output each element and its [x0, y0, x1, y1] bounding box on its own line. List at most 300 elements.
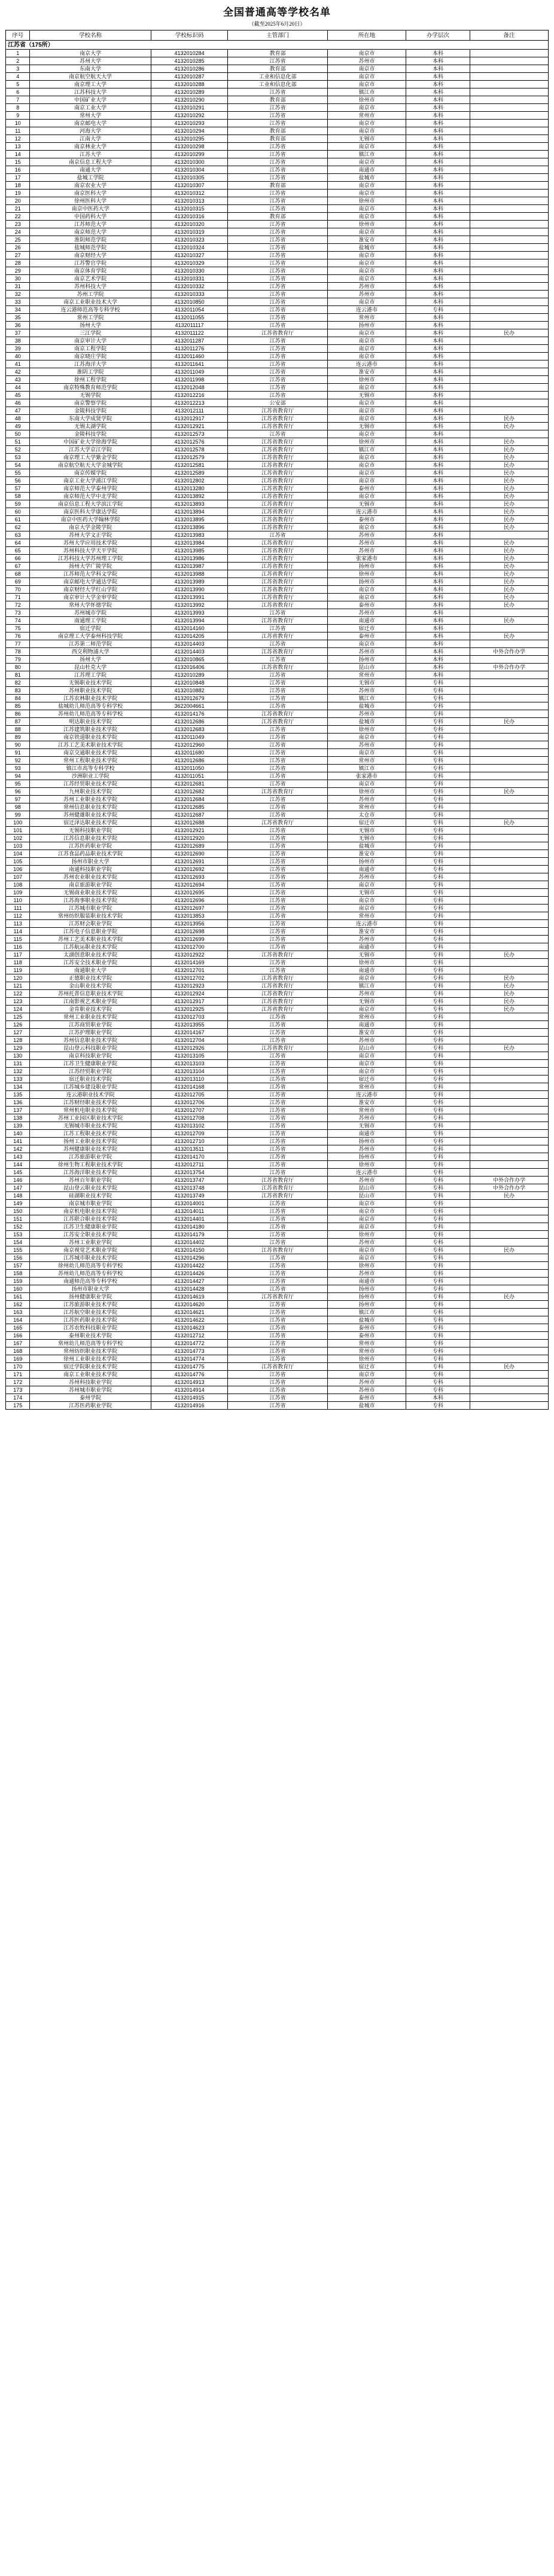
row-school-name: 扬州大学 [30, 322, 151, 329]
row-school-name: 苏州科技大学 [30, 283, 151, 291]
row-department: 江苏省教育厅 [228, 485, 328, 493]
row-department: 江苏省 [228, 772, 328, 780]
row-school-code: 4132011998 [151, 376, 228, 384]
row-remark [470, 298, 549, 306]
row-location: 苏州市 [327, 741, 406, 749]
row-school-name: 江苏大学京江学院 [30, 446, 151, 454]
row-school-code: 4132014422 [151, 1262, 228, 1270]
row-level: 专科 [406, 1262, 470, 1270]
row-remark [470, 1262, 549, 1270]
row-school-name: 盐城师范学院 [30, 244, 151, 252]
row-department: 江苏省 [228, 1402, 328, 1410]
row-no: 169 [6, 1355, 30, 1363]
row-level: 专科 [406, 718, 470, 726]
row-level: 专科 [406, 1153, 470, 1161]
row-department: 江苏省 [228, 959, 328, 967]
row-department: 江苏省 [228, 695, 328, 702]
row-no: 140 [6, 1130, 30, 1138]
row-school-name: 昆山登云科技职业学院 [30, 1044, 151, 1052]
row-no: 51 [6, 438, 30, 446]
row-school-code: 4132014205 [151, 632, 228, 640]
row-level: 专科 [406, 967, 470, 974]
row-no: 168 [6, 1347, 30, 1355]
row-school-code: 4132012682 [151, 788, 228, 796]
row-level: 本科 [406, 96, 470, 104]
row-department: 江苏省 [228, 741, 328, 749]
row-remark: 民办 [470, 547, 549, 555]
row-remark: 民办 [470, 423, 549, 430]
row-no: 141 [6, 1138, 30, 1145]
row-location: 泰州市 [327, 485, 406, 493]
row-no: 116 [6, 943, 30, 951]
row-school-name: 苏州大学应用技术学院 [30, 539, 151, 547]
row-no: 122 [6, 990, 30, 998]
row-location: 镇江市 [327, 1309, 406, 1316]
row-school-name: 南京审计大学 [30, 337, 151, 345]
row-no: 24 [6, 228, 30, 236]
row-school-code: 4132014620 [151, 1301, 228, 1309]
row-school-name: 扬州大学 [30, 656, 151, 664]
row-school-code: 4132014776 [151, 1371, 228, 1379]
row-location: 无锡市 [327, 951, 406, 959]
row-level: 专科 [406, 1161, 470, 1169]
row-location: 南通市 [327, 967, 406, 974]
row-remark [470, 702, 549, 710]
row-department: 江苏省 [228, 1153, 328, 1161]
row-department: 江苏省 [228, 702, 328, 710]
table-row [6, 726, 549, 734]
row-department: 江苏省 [228, 1324, 328, 1332]
table-row [6, 322, 549, 329]
row-school-name: 南京理工大学 [30, 81, 151, 88]
row-school-code: 4132012686 [151, 757, 228, 765]
row-department: 江苏省教育厅 [228, 982, 328, 990]
row-department: 江苏省教育厅 [228, 990, 328, 998]
row-school-name: 苏州幼儿师范高等专科学校 [30, 710, 151, 718]
row-department: 江苏省教育厅 [228, 819, 328, 827]
row-location: 常州市 [327, 912, 406, 920]
row-school-code: 4132014621 [151, 1309, 228, 1316]
row-no: 42 [6, 368, 30, 376]
row-school-name: 江苏海洋职业技术学院 [30, 1169, 151, 1177]
row-location: 扬州市 [327, 1301, 406, 1309]
row-no: 86 [6, 710, 30, 718]
row-remark [470, 656, 549, 664]
table-row [6, 166, 549, 174]
row-remark [470, 1122, 549, 1130]
row-department: 江苏省教育厅 [228, 516, 328, 524]
row-location: 张家港市 [327, 772, 406, 780]
table-row [6, 578, 549, 586]
row-level: 本科 [406, 345, 470, 353]
row-no: 80 [6, 664, 30, 671]
row-school-name: 南京师范大学 [30, 228, 151, 236]
row-level: 本科 [406, 570, 470, 578]
row-location: 南京市 [327, 1006, 406, 1013]
row-level: 专科 [406, 1052, 470, 1060]
row-school-name: 苏州工业园区职业技术学院 [30, 1114, 151, 1122]
row-location: 太仓市 [327, 811, 406, 819]
row-remark: 民办 [470, 617, 549, 625]
row-school-code: 4132010332 [151, 283, 228, 291]
row-remark [470, 228, 549, 236]
row-location: 苏州市 [327, 1037, 406, 1044]
row-remark [470, 65, 549, 73]
row-location: 南京市 [327, 881, 406, 889]
row-school-name: 江南影视艺术职业学院 [30, 998, 151, 1006]
row-department: 江苏省教育厅 [228, 493, 328, 500]
row-no: 40 [6, 353, 30, 360]
row-no: 98 [6, 803, 30, 811]
row-location: 南京市 [327, 228, 406, 236]
row-remark [470, 259, 549, 267]
table-row [6, 765, 549, 772]
row-department: 工业和信息化部 [228, 81, 328, 88]
row-remark: 民办 [470, 788, 549, 796]
row-school-code: 4132010294 [151, 127, 228, 135]
row-school-code: 4132010289 [151, 671, 228, 679]
row-location: 扬州市 [327, 656, 406, 664]
table-row [6, 112, 549, 120]
row-school-code: 4132014428 [151, 1285, 228, 1293]
row-school-name: 江苏科技大学 [30, 88, 151, 96]
row-location: 连云港市 [327, 1091, 406, 1099]
row-level: 本科 [406, 221, 470, 228]
row-level: 专科 [406, 1184, 470, 1192]
row-location: 徐州市 [327, 570, 406, 578]
row-remark: 民办 [470, 469, 549, 477]
row-level: 本科 [406, 166, 470, 174]
table-row [6, 516, 549, 524]
row-no: 1 [6, 50, 30, 57]
row-remark [470, 1052, 549, 1060]
row-school-name: 九州职业技术学院 [30, 788, 151, 796]
table-row [6, 485, 549, 493]
row-location: 苏州市 [327, 539, 406, 547]
row-no: 48 [6, 415, 30, 423]
row-school-name: 江苏师范大学 [30, 221, 151, 228]
table-row [6, 594, 549, 601]
row-department: 江苏省 [228, 259, 328, 267]
row-no: 145 [6, 1169, 30, 1177]
row-school-code: 4132012702 [151, 974, 228, 982]
row-no: 125 [6, 1013, 30, 1021]
row-level: 本科 [406, 477, 470, 485]
row-department: 江苏省教育厅 [228, 508, 328, 516]
table-row [6, 671, 549, 679]
row-school-code: 4132011050 [151, 765, 228, 772]
row-school-name: 南通师范高等专科学校 [30, 1278, 151, 1285]
row-location: 苏州市 [327, 1177, 406, 1184]
row-department: 江苏省 [228, 1161, 328, 1169]
row-school-code: 4132012687 [151, 811, 228, 819]
row-department: 江苏省 [228, 850, 328, 858]
row-department: 江苏省 [228, 345, 328, 353]
row-department: 江苏省 [228, 291, 328, 298]
table-row [6, 1208, 549, 1215]
row-school-code: 4132014160 [151, 625, 228, 632]
row-school-name: 无锡太湖学院 [30, 423, 151, 430]
row-location: 南京市 [327, 1052, 406, 1060]
table-row [6, 531, 549, 539]
row-department: 江苏省教育厅 [228, 974, 328, 982]
row-remark [470, 384, 549, 392]
row-school-code: 4132012688 [151, 819, 228, 827]
row-level: 专科 [406, 1068, 470, 1075]
row-location: 无锡市 [327, 889, 406, 897]
row-location: 连云港市 [327, 508, 406, 516]
row-department: 江苏省教育厅 [228, 563, 328, 570]
row-location: 南通市 [327, 166, 406, 174]
row-no: 113 [6, 920, 30, 928]
row-school-code: 4132012709 [151, 1130, 228, 1138]
row-level: 本科 [406, 555, 470, 563]
row-location: 扬州市 [327, 322, 406, 329]
row-remark [470, 1200, 549, 1208]
row-remark: 民办 [470, 508, 549, 516]
row-school-name: 常州纺织服装职业技术学院 [30, 912, 151, 920]
table-row [6, 462, 549, 469]
row-location: 无锡市 [327, 998, 406, 1006]
row-remark [470, 1285, 549, 1293]
row-school-name: 南京理工大学紫金学院 [30, 454, 151, 462]
row-department: 江苏省 [228, 1239, 328, 1246]
row-department: 江苏省教育厅 [228, 446, 328, 454]
row-department: 江苏省 [228, 1075, 328, 1083]
row-no: 175 [6, 1402, 30, 1410]
row-no: 35 [6, 314, 30, 322]
row-no: 123 [6, 998, 30, 1006]
row-school-code: 4132014623 [151, 1324, 228, 1332]
row-school-name: 江苏财经职业技术学院 [30, 1099, 151, 1107]
row-remark [470, 120, 549, 127]
row-remark [470, 734, 549, 741]
row-school-code: 4132010284 [151, 50, 228, 57]
row-department: 江苏省 [228, 920, 328, 928]
row-department: 江苏省 [228, 283, 328, 291]
table-row [6, 967, 549, 974]
row-school-name: 连云港职业技术学院 [30, 1091, 151, 1099]
row-school-name: 南京医科大学 [30, 190, 151, 197]
row-department: 江苏省 [228, 1200, 328, 1208]
row-level: 本科 [406, 135, 470, 143]
row-location: 昆山市 [327, 664, 406, 671]
row-level: 专科 [406, 788, 470, 796]
table-row [6, 446, 549, 454]
row-school-code: 4132011049 [151, 368, 228, 376]
row-school-code: 4132011680 [151, 749, 228, 757]
row-department: 江苏省 [228, 803, 328, 811]
row-level: 本科 [406, 609, 470, 617]
row-no: 97 [6, 796, 30, 803]
row-level: 专科 [406, 306, 470, 314]
row-school-name: 金肯职业技术学院 [30, 1006, 151, 1013]
row-department: 江苏省 [228, 1068, 328, 1075]
row-level: 专科 [406, 1013, 470, 1021]
row-level: 本科 [406, 524, 470, 531]
table-row [6, 1347, 549, 1355]
row-level: 本科 [406, 601, 470, 609]
row-location: 南京市 [327, 50, 406, 57]
row-school-code: 4132010850 [151, 298, 228, 306]
row-no: 126 [6, 1021, 30, 1029]
row-remark [470, 1309, 549, 1316]
row-school-code: 4132013280 [151, 485, 228, 493]
row-remark [470, 1371, 549, 1379]
row-department: 江苏省 [228, 1254, 328, 1262]
row-school-name: 南通职业大学 [30, 967, 151, 974]
row-remark [470, 1239, 549, 1246]
row-location: 南京市 [327, 1371, 406, 1379]
row-remark: 民办 [470, 594, 549, 601]
row-level: 专科 [406, 1270, 470, 1278]
row-location: 张家港市 [327, 555, 406, 563]
row-location: 南京市 [327, 275, 406, 283]
row-remark [470, 679, 549, 687]
table-row [6, 1285, 549, 1293]
row-level: 专科 [406, 749, 470, 757]
row-school-code: 4132012926 [151, 1044, 228, 1052]
row-department: 江苏省 [228, 1215, 328, 1223]
row-location: 昆山市 [327, 1044, 406, 1052]
row-level: 本科 [406, 563, 470, 570]
row-school-name: 苏州工业职业技术学院 [30, 796, 151, 803]
row-school-code: 4132012920 [151, 835, 228, 842]
row-no: 109 [6, 889, 30, 897]
row-department: 江苏省 [228, 1037, 328, 1044]
row-school-name: 苏州职业技术学院 [30, 687, 151, 695]
table-row [6, 104, 549, 112]
row-location: 淮安市 [327, 850, 406, 858]
row-department: 江苏省教育厅 [228, 648, 328, 656]
row-school-code: 4132012690 [151, 850, 228, 858]
row-level: 专科 [406, 1107, 470, 1114]
row-location: 南京市 [327, 399, 406, 407]
row-remark [470, 1068, 549, 1075]
row-level: 专科 [406, 904, 470, 912]
row-school-name: 江苏城市职业学院 [30, 904, 151, 912]
row-school-name: 江苏安全技术职业学院 [30, 959, 151, 967]
row-level: 专科 [406, 1060, 470, 1068]
row-department: 江苏省教育厅 [228, 1177, 328, 1184]
row-no: 31 [6, 283, 30, 291]
row-no: 148 [6, 1192, 30, 1200]
row-department: 江苏省 [228, 1052, 328, 1060]
row-department: 江苏省 [228, 392, 328, 399]
row-department: 江苏省 [228, 1060, 328, 1068]
row-school-name: 镇江市高等专科学校 [30, 765, 151, 772]
row-school-name: 南京中医药大学 [30, 205, 151, 213]
row-school-name: 淮阴师范学院 [30, 236, 151, 244]
row-location: 无锡市 [327, 1122, 406, 1130]
table-row [6, 1037, 549, 1044]
row-school-code: 4132012924 [151, 990, 228, 998]
row-location: 南京市 [327, 734, 406, 741]
row-school-name: 无锡城市职业技术学院 [30, 1122, 151, 1130]
row-school-name: 南京工业职业技术学院 [30, 1371, 151, 1379]
row-no: 151 [6, 1215, 30, 1223]
row-no: 56 [6, 477, 30, 485]
row-level: 专科 [406, 1200, 470, 1208]
row-school-code: 4132012578 [151, 446, 228, 454]
col-header-level: 办学层次 [406, 30, 470, 41]
row-level: 本科 [406, 57, 470, 65]
row-location: 常州市 [327, 314, 406, 322]
row-level: 专科 [406, 858, 470, 866]
row-remark [470, 967, 549, 974]
row-remark [470, 959, 549, 967]
row-location: 宿迁市 [327, 819, 406, 827]
row-department: 江苏省 [228, 143, 328, 151]
row-level: 专科 [406, 842, 470, 850]
row-school-name: 南京航空航天大学 [30, 73, 151, 81]
row-department: 江苏省 [228, 1332, 328, 1340]
table-row [6, 850, 549, 858]
row-school-code: 4132013985 [151, 547, 228, 555]
table-row [6, 998, 549, 1006]
row-location: 南通市 [327, 1130, 406, 1138]
row-remark: 民办 [470, 485, 549, 493]
row-no: 121 [6, 982, 30, 990]
row-location: 苏州市 [327, 936, 406, 943]
row-remark: 中外合作办学 [470, 648, 549, 656]
row-level: 本科 [406, 252, 470, 259]
row-school-name: 江苏建筑职业技术学院 [30, 726, 151, 734]
row-department: 江苏省 [228, 1355, 328, 1363]
row-school-name: 扬州大学广陵学院 [30, 563, 151, 570]
row-location: 南京市 [327, 190, 406, 197]
row-school-name: 江苏卫生健康职业学院 [30, 1060, 151, 1068]
row-level: 本科 [406, 158, 470, 166]
row-remark [470, 1278, 549, 1285]
row-level: 专科 [406, 835, 470, 842]
row-location: 扬州市 [327, 858, 406, 866]
col-header-remark: 备注 [470, 30, 549, 41]
row-department: 江苏省 [228, 88, 328, 96]
table-row [6, 827, 549, 835]
table-row [6, 174, 549, 182]
row-school-name: 明达职业技术学院 [30, 718, 151, 726]
row-level: 专科 [406, 920, 470, 928]
row-remark: 民办 [470, 1192, 549, 1200]
row-level: 本科 [406, 640, 470, 648]
row-level: 专科 [406, 912, 470, 920]
table-row [6, 897, 549, 904]
table-row [6, 88, 549, 96]
row-no: 142 [6, 1145, 30, 1153]
row-no: 163 [6, 1309, 30, 1316]
row-school-name: 扬州工业职业技术学院 [30, 1138, 151, 1145]
row-school-name: 宿迁泽达职业技术学院 [30, 819, 151, 827]
row-level: 本科 [406, 539, 470, 547]
row-department: 江苏省 [228, 112, 328, 120]
row-location: 盐城市 [327, 244, 406, 252]
row-school-code: 4132014180 [151, 1223, 228, 1231]
row-level: 本科 [406, 617, 470, 625]
row-department: 教育部 [228, 213, 328, 221]
row-department: 江苏省 [228, 1270, 328, 1278]
row-no: 91 [6, 749, 30, 757]
row-no: 143 [6, 1153, 30, 1161]
row-remark [470, 1340, 549, 1347]
row-school-name: 南京中医药大学翰林学院 [30, 516, 151, 524]
row-no: 50 [6, 430, 30, 438]
row-no: 92 [6, 757, 30, 765]
row-no: 171 [6, 1371, 30, 1379]
row-school-code: 4132012681 [151, 780, 228, 788]
table-row [6, 182, 549, 190]
table-row [6, 508, 549, 516]
